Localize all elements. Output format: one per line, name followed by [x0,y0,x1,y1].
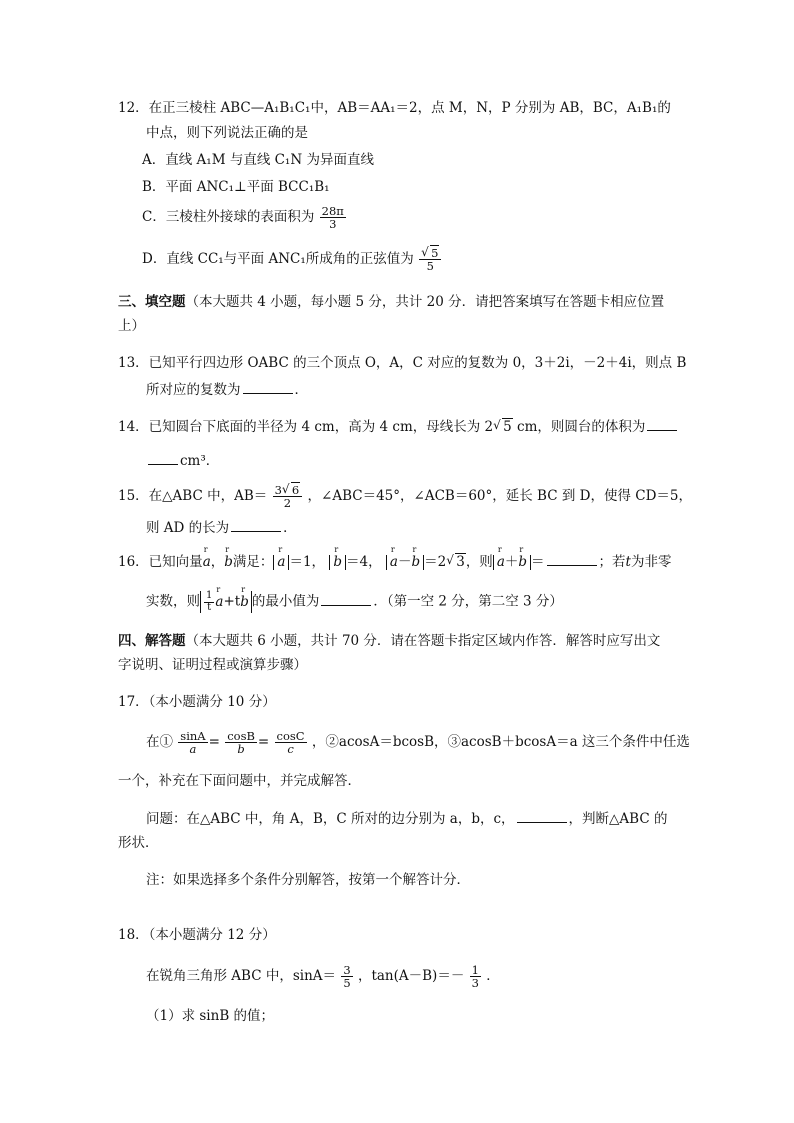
q12-option-d: D．直线 CC₁与平面 ANC₁所成角的正弦值为 √ $\frac{5}{5}$ [142,247,442,272]
q13-line1: 13．已知平行四边形 OABC 的三个顶点 O，A，C 对应的复数为 0，3＋2i，－2＋4i，则点 B [118,355,687,371]
q16-line2: 实数，则 $\frac{1}{t}$ r a+tr b 的最小值为 ．（第一空 2 分，第二空 3 分） [146,591,563,613]
q17-problem-line2: 形状． [118,835,159,851]
answer-blank-cont[interactable] [148,452,178,465]
q12-option-a: A．直线 A₁M 与直线 C₁N 为异面直线 [142,152,374,168]
q17-note: 注：如果选择多个条件分别解答，按第一个解答计分． [146,872,470,888]
q18-part1: （1）求 sinB 的值； [146,1008,275,1024]
answer-blank[interactable] [231,519,281,532]
q14-line2: cm³． [146,452,219,469]
answer-blank[interactable] [243,381,293,394]
q12-stem-line2: 中点，则下列说法正确的是 [146,125,308,141]
sine-fraction: √ $\frac{5}{5}$ [419,247,441,272]
q17-condition-line2: 一个，补充在下面问题中，并完成解答． [118,773,361,789]
section-4-heading-cont: 字说明、证明过程或演算步骤） [118,657,307,673]
q18-given: 在锐角三角形 ABC 中，sinA＝ $\frac{3}{5}$ ，tan(A－B)＝－ $\frac{1}{3}$ ． [146,963,500,991]
surface-area-fraction: $\frac{28\pi}{3}$ [321,204,344,232]
q17-condition-line1: 在① $\frac{\sin A}{a}$ = $\frac{\cos B}{b}$ = $\frac{\cos C}{c}$ ，②acosA＝bcosB，③acosB＋bcosA＝a 这三个条件中任选 [146,729,690,757]
section-4-heading: 四、解答题（本大题共 6 小题，共计 70 分．请在答题卡指定区域内作答．解答时应写出文 [118,633,661,649]
q15-line2: 则 AD 的长为 ． [146,520,297,536]
q17-title: 17．（本小题满分 10 分） [118,694,276,710]
answer-blank[interactable] [647,418,677,431]
section-3-heading: 三、填空题（本大题共 4 小题，每小题 5 分，共计 20 分．请把答案填写在答题卡相应位置 [118,294,665,310]
q15-line1: 15．在△ABC 中，AB＝ $\frac{3√ 6}{2}$ ，∠ABC＝45°，∠ACB＝60°，延长 BC 到 D，使得 CD＝5， [118,484,692,509]
q13-line2: 所对应的复数为 ． [146,382,308,398]
q16-line1: 16．已知向量r a，r b满足：r a ＝1， r b ＝4， r a－r b ＝2√ 3，则r a＋r b ＝ ；若t为非零 [118,553,671,570]
q18-title: 18．（本小题满分 12 分） [118,927,276,943]
answer-blank-2[interactable] [321,593,371,606]
q17-problem-line1: 问题：在△ABC 中，角 A，B，C 所对的边分别为 a，b，c， ，判断△ABC 的 [146,811,668,827]
q12-option-c: C．三棱柱外接球的表面积为 $\frac{28\pi}{3}$ [142,204,344,232]
section-3-heading-cont: 上） [118,318,145,334]
q14-line1: 14．已知圆台下底面的半径为 4 cm，高为 4 cm，母线长为 2√ 5 cm，则圆台的体积为 [118,418,679,435]
q12-option-b: B．平面 ANC₁⊥平面 BCC₁B₁ [142,179,330,195]
ab-length-fraction: $\frac{3√ 6}{2}$ [273,484,303,509]
answer-blank-1[interactable] [547,553,597,566]
q12-stem-line1: 12．在正三棱柱 ABC—A₁B₁C₁中，AB＝AA₁＝2，点 M，N，P 分别为 AB，BC，A₁B₁的 [118,100,671,116]
condition-blank[interactable] [517,810,567,823]
